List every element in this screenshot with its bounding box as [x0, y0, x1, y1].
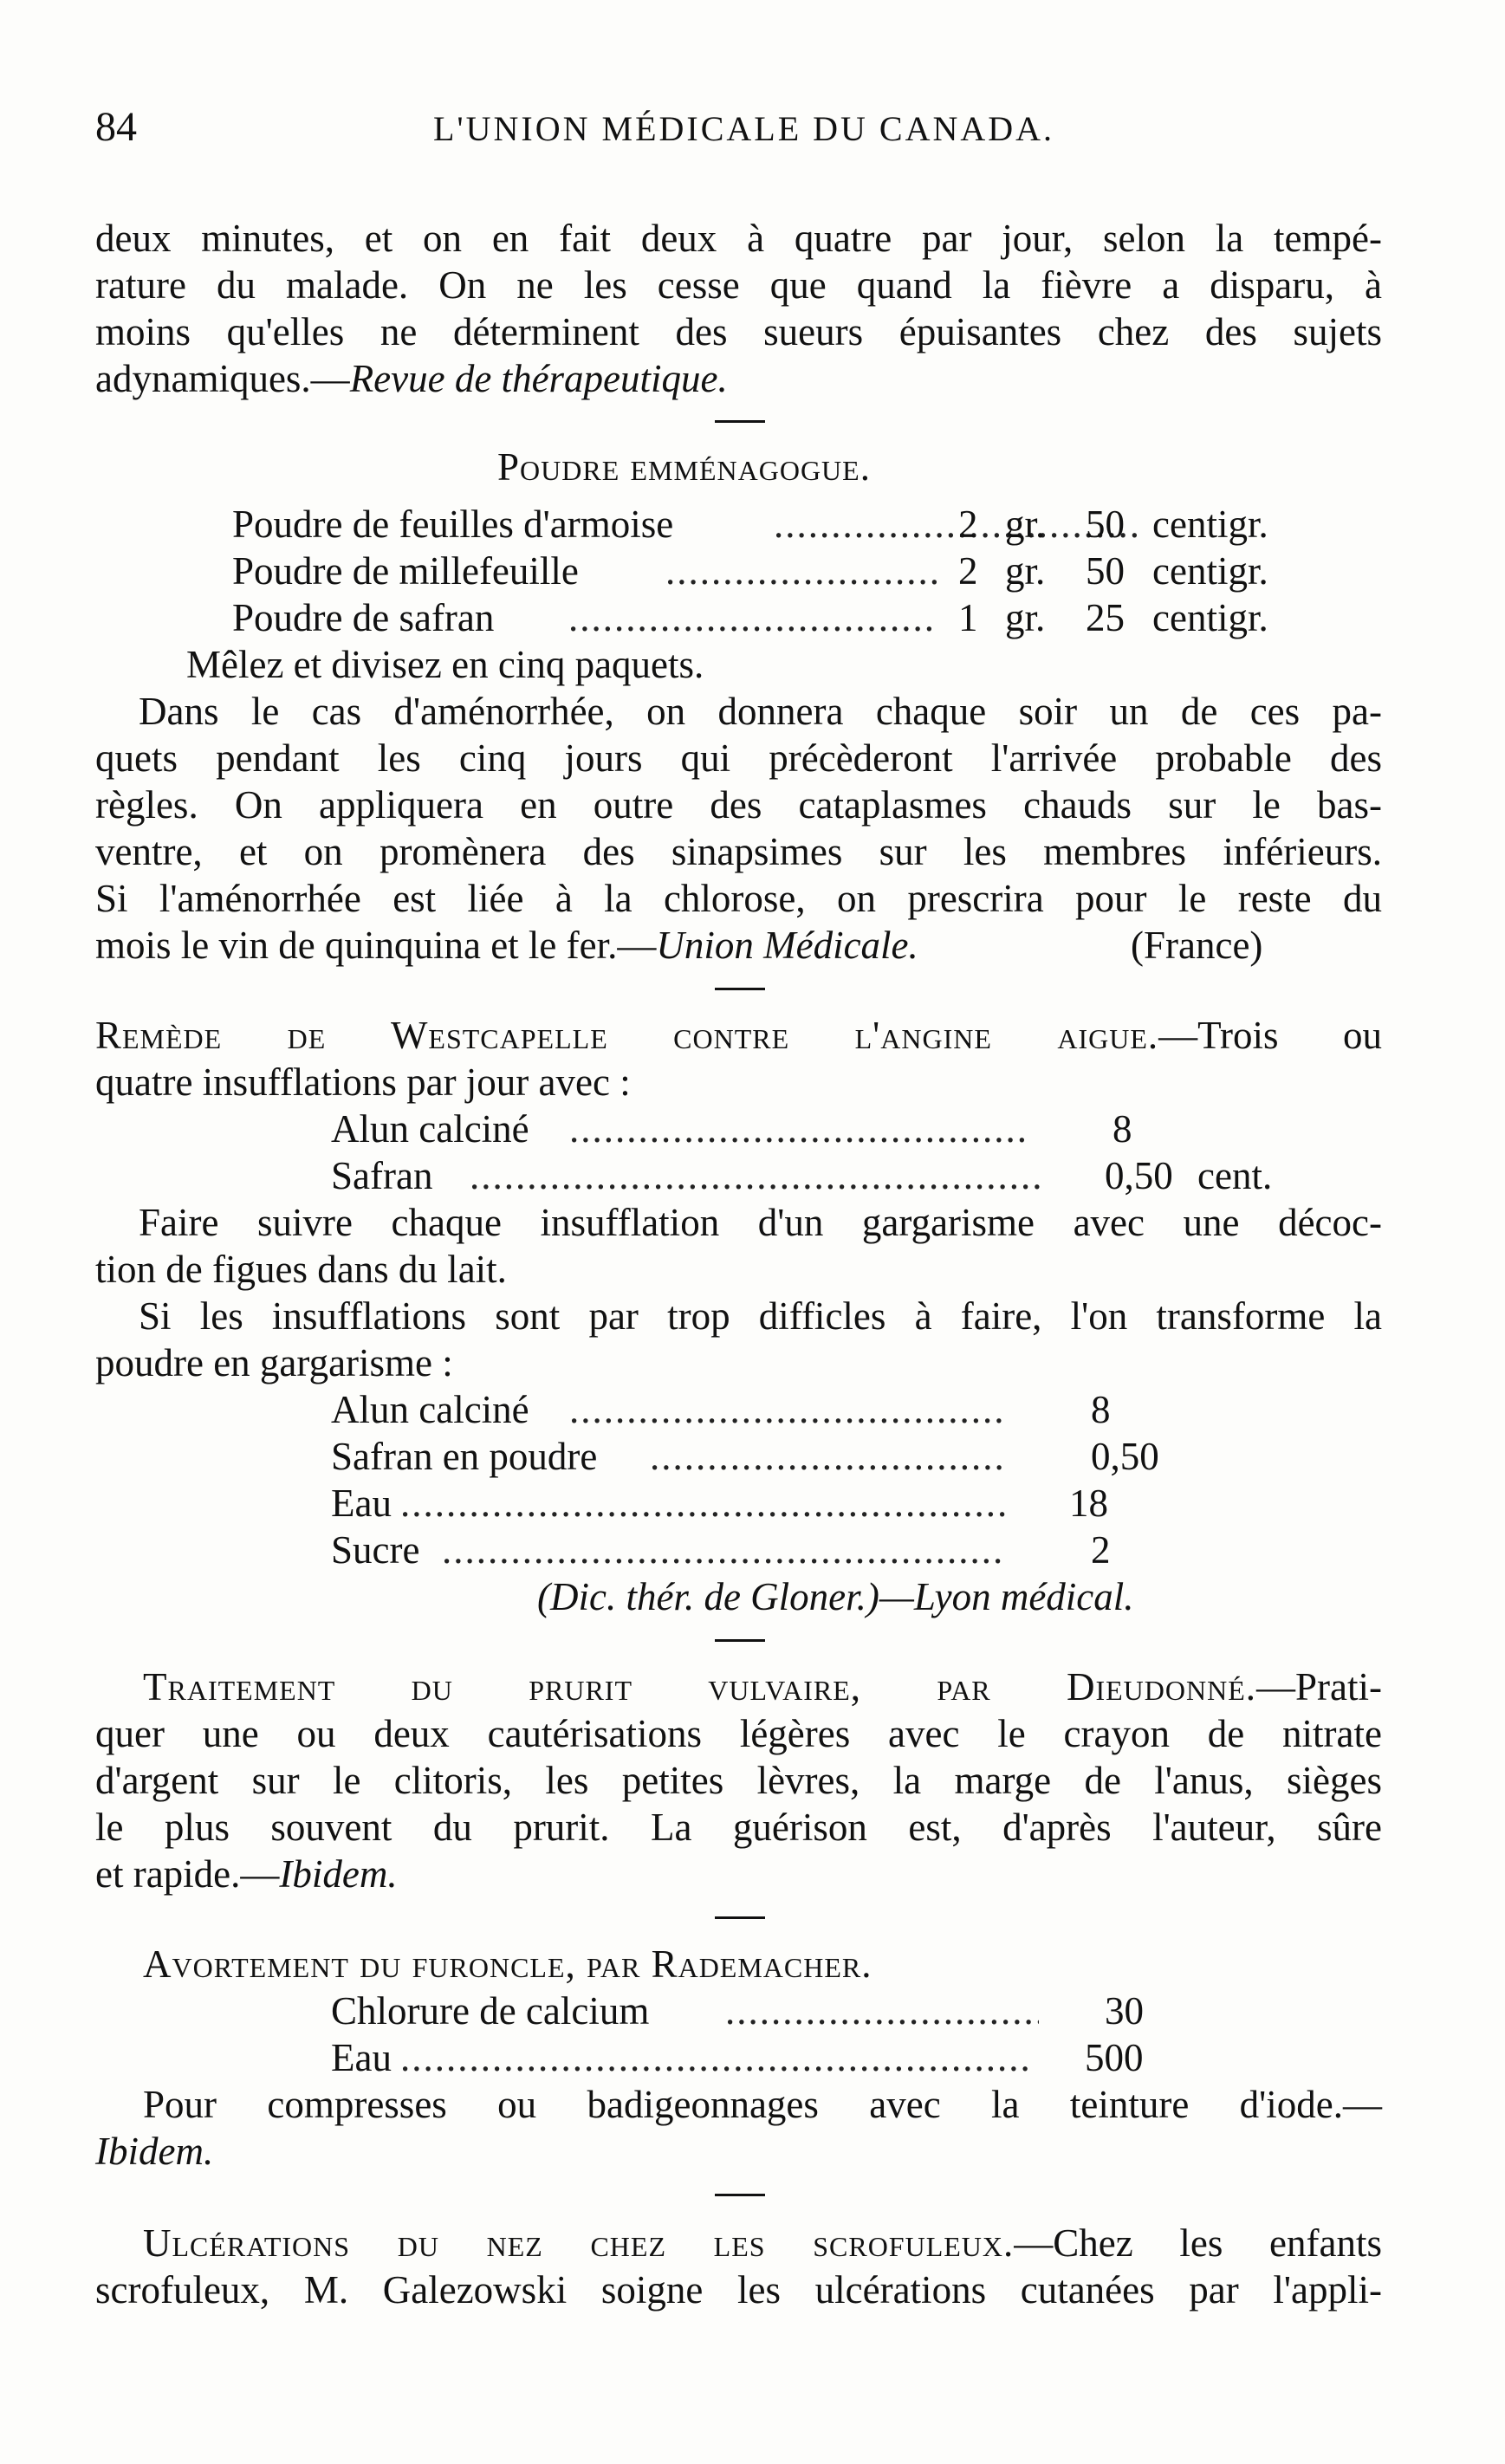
- leader-dots: [665, 548, 938, 595]
- prurit-line-1: quer une ou deux cautérisations légères avec le crayon de nitrate: [95, 1712, 1382, 1755]
- recipe-row: [331, 1433, 1379, 1480]
- section-divider: [715, 1639, 765, 1642]
- ingredient-qty: 0,50: [1091, 1435, 1159, 1478]
- poudre-line-3: règles. On appliquera en outre des cataplasmes chauds sur le bas-: [95, 783, 1382, 827]
- ingredient-qty: 2: [958, 503, 978, 546]
- ingredient-name: Alun calciné: [331, 1107, 529, 1151]
- intro-source: Revue de thérapeutique.: [349, 357, 728, 400]
- poudre-title-initial: P: [497, 445, 521, 489]
- ingredient-unit2: centigr.: [1152, 503, 1268, 546]
- poudre-line-1: Dans le cas d'aménorrhée, on donnera chaque soir un de ces pa-: [139, 690, 1382, 733]
- ulcerations-line-2: scrofuleux, M. Galezowski soigne les ulcérations cutanées par l'appli-: [95, 2268, 1382, 2312]
- ingredient-qty2: 50: [1086, 503, 1125, 546]
- remede-para1-line-2: tion de figues dans du lait.: [95, 1248, 507, 1291]
- ingredient-name: Chlorure de calcium: [331, 1989, 650, 2033]
- ingredient-qty: 30: [1105, 1989, 1144, 2033]
- intro-line-3: moins qu'elles ne déterminent des sueurs épuisantes chez des sujets: [95, 310, 1382, 353]
- page-number: 84: [95, 104, 137, 150]
- poudre-line-6-text: mois le vin de quinquina et le fer.—: [95, 924, 657, 967]
- ulcerations-heading-line: [143, 2220, 1382, 2267]
- remede-line-2: quatre insufflations par jour avec :: [95, 1060, 631, 1104]
- recipe-row: [232, 548, 1385, 594]
- section-divider: [715, 988, 765, 990]
- remede-para1-line-1: Faire suivre chaque insufflation d'un gargarisme avec une décoc-: [139, 1201, 1382, 1244]
- ingredient-qty2: 50: [1086, 549, 1125, 593]
- ingredient-qty: 2: [1091, 1528, 1111, 1572]
- intro-line-4: [95, 355, 728, 403]
- ingredient-unit: gr.: [1005, 503, 1046, 546]
- ingredient-name: Sucre: [331, 1528, 420, 1572]
- leader-dots: [569, 1386, 1007, 1434]
- ingredient-name: Alun calciné: [331, 1388, 529, 1431]
- intro-line-1: deux minutes, et on en fait deux à quatre par jour, selon la tempé-: [95, 217, 1382, 260]
- remede-para2-line-2: poudre en gargarisme :: [95, 1341, 453, 1384]
- ingredient-unit: cent.: [1197, 1154, 1273, 1197]
- running-header: [95, 104, 1382, 156]
- poudre-line-6: [95, 922, 1263, 969]
- poudre-line-2: quets pendant les cinq jours qui précèderont l'arrivée probable des: [95, 736, 1382, 780]
- poudre-line-5: Si l'aménorrhée est liée à la chlorose, on prescrira pour le reste du: [95, 877, 1382, 920]
- furoncle-heading: Avortement du furoncle, par Rademacher.: [143, 1942, 873, 1986]
- ingredient-unit2: centigr.: [1152, 549, 1268, 593]
- recipe-row: [331, 1386, 1379, 1433]
- poudre-source: Union Médicale.: [656, 924, 918, 967]
- recipe-row: [232, 594, 1385, 641]
- furoncle-source: Ibidem.: [95, 2130, 214, 2173]
- leader-dots: [774, 501, 1138, 548]
- remede-para2-line-1: Si les insufflations sont par trop difficles à faire, l'on transforme la: [139, 1294, 1382, 1338]
- recipe-row: [331, 1480, 1379, 1527]
- ingredient-qty: 1: [958, 596, 978, 639]
- ingredient-name: Safran en poudre: [331, 1435, 598, 1478]
- poudre-source-country: (France): [1131, 924, 1263, 967]
- prurit-line-4-text: et rapide.—: [95, 1852, 280, 1896]
- running-title: L'UNION MÉDICALE DU CANADA.: [433, 109, 1055, 148]
- poudre-line-4: ventre, et on promènera des sinapsimes sur les membres inférieurs.: [95, 830, 1382, 873]
- ingredient-qty: 18: [1069, 1482, 1108, 1525]
- section-divider: [715, 1916, 765, 1919]
- ingredient-name: Eau: [331, 1482, 392, 1525]
- ingredient-name: Eau: [331, 2036, 392, 2079]
- leader-dots: [400, 2034, 1033, 2082]
- recipe-row: [331, 2034, 1379, 2081]
- recipe-row: [331, 1152, 1379, 1199]
- mix-instruction: Mêlez et divisez en cinq paquets.: [186, 643, 704, 686]
- leader-dots: [442, 1527, 1007, 1574]
- recipe-row: [331, 1987, 1379, 2034]
- recipe-row: [232, 501, 1385, 548]
- leader-dots: [650, 1433, 1007, 1481]
- ingredient-qty: 8: [1113, 1107, 1132, 1151]
- ingredient-name: Poudre de millefeuille: [232, 549, 579, 593]
- prurit-source: Ibidem.: [279, 1852, 398, 1896]
- remede-source: (Dic. thér. de Gloner.)—Lyon médical.: [537, 1575, 1134, 1618]
- ulcerations-heading-rest: —Chez les enfants: [1014, 2221, 1382, 2265]
- ingredient-qty: 500: [1085, 2036, 1144, 2079]
- prurit-heading: Traitement du prurit vulvaire, par Dieudonné.: [143, 1665, 1257, 1709]
- ingredient-qty: 0,50: [1105, 1154, 1173, 1197]
- remede-heading-line: [95, 1012, 1382, 1060]
- leader-dots: [569, 1106, 1024, 1153]
- furoncle-line: Pour compresses ou badigeonnages avec la teinture d'iode.—: [143, 2083, 1382, 2126]
- prurit-line-2: d'argent sur le clitoris, les petites lèvres, la marge de l'anus, sièges: [95, 1759, 1382, 1802]
- ingredient-name: Poudre de feuilles d'armoise: [232, 503, 674, 546]
- poudre-title-rest: oudre emménagogue.: [520, 445, 871, 489]
- ingredient-qty: 2: [958, 549, 978, 593]
- ingredient-unit: gr.: [1005, 596, 1046, 639]
- ingredient-unit2: centigr.: [1152, 596, 1268, 639]
- section-divider: [715, 2194, 765, 2196]
- remede-heading: Remède de Westcapelle contre l'angine aigue.: [95, 1014, 1159, 1057]
- ingredient-name: Poudre de safran: [232, 596, 495, 639]
- recipe-row: [331, 1106, 1379, 1152]
- intro-line-2: rature du malade. On ne les cesse que quand la fièvre a disparu, à: [95, 263, 1382, 307]
- leader-dots: [725, 1987, 1039, 2035]
- leader-dots: [568, 594, 937, 642]
- ingredient-qty: 8: [1091, 1388, 1111, 1431]
- prurit-line-3: le plus souvent du prurit. La guérison est, d'après l'auteur, sûre: [95, 1806, 1382, 1849]
- leader-dots: [470, 1152, 1041, 1200]
- ulcerations-heading: Ulcérations du nez chez les scrofuleux.: [143, 2221, 1015, 2265]
- remede-heading-rest: —Trois ou: [1158, 1014, 1382, 1057]
- ingredient-unit: gr.: [1005, 549, 1046, 593]
- ingredient-name: Safran: [331, 1154, 433, 1197]
- section-divider: [715, 420, 765, 423]
- intro-line-4-text: adynamiques.—: [95, 357, 350, 400]
- poudre-title: [497, 444, 871, 491]
- prurit-line-4: [95, 1851, 398, 1898]
- recipe-row: [331, 1527, 1379, 1573]
- leader-dots: [400, 1480, 1007, 1527]
- prurit-heading-rest: —Prati-: [1256, 1665, 1382, 1709]
- prurit-heading-line: [143, 1663, 1382, 1711]
- ingredient-qty2: 25: [1086, 596, 1125, 639]
